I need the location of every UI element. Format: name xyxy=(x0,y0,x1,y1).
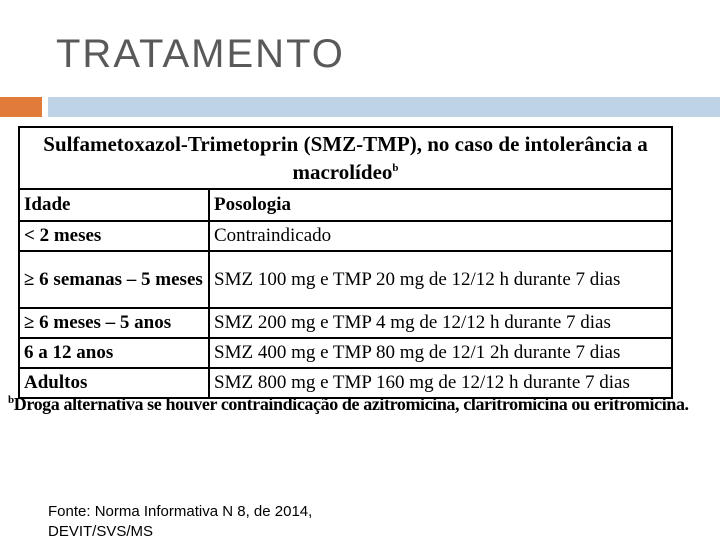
table-footnote xyxy=(8,394,720,415)
source-line2: DEVIT/SVS/MS xyxy=(48,523,154,540)
dose-cell: SMZ 100 mg e TMP 20 mg de 12/12 h durante 7 dias xyxy=(209,251,672,308)
caption-superscript: b xyxy=(392,162,399,174)
age-cell: ≥ 6 semanas – 5 meses xyxy=(19,251,209,308)
dose-cell: SMZ 800 mg e TMP 160 mg de 12/12 h durante 7 dias xyxy=(209,368,672,398)
column-header-dose: Posologia xyxy=(209,189,672,221)
source-line1: Fonte: Norma Informativa N 8, de 2014, xyxy=(48,503,313,520)
table-caption xyxy=(19,127,672,189)
age-cell: 6 a 12 anos xyxy=(19,338,209,368)
dosage-table xyxy=(18,126,673,399)
table-row xyxy=(19,251,672,308)
title-underline-bar xyxy=(48,97,720,117)
title-accent-bar xyxy=(0,97,42,117)
source-citation xyxy=(48,502,312,542)
dose-cell: Contraindicado xyxy=(209,221,672,251)
table-row xyxy=(19,221,672,251)
age-cell: < 2 meses xyxy=(19,221,209,251)
slide-title: TRATAMENTO xyxy=(56,32,345,76)
table-caption-line1: Sulfametoxazol-Trimetoprin (SMZ-TMP), no caso de intolerância a xyxy=(43,132,648,156)
footnote-text: Droga alternativa se houver contraindicação de azitromicina, claritromicina ou eritromicina. xyxy=(13,394,689,414)
table-row xyxy=(19,338,672,368)
table-row xyxy=(19,308,672,338)
dose-cell: SMZ 400 mg e TMP 80 mg de 12/1 2h durante 7 dias xyxy=(209,338,672,368)
footnote-superscript: b xyxy=(8,394,14,406)
scanned-table-image xyxy=(8,126,718,426)
column-header-age: Idade xyxy=(19,189,209,221)
dose-cell: SMZ 200 mg e TMP 4 mg de 12/12 h durante 7 dias xyxy=(209,308,672,338)
table-caption-line2: macrolídeo xyxy=(292,160,393,184)
age-cell: ≥ 6 meses – 5 anos xyxy=(19,308,209,338)
age-cell: Adultos xyxy=(19,368,209,398)
